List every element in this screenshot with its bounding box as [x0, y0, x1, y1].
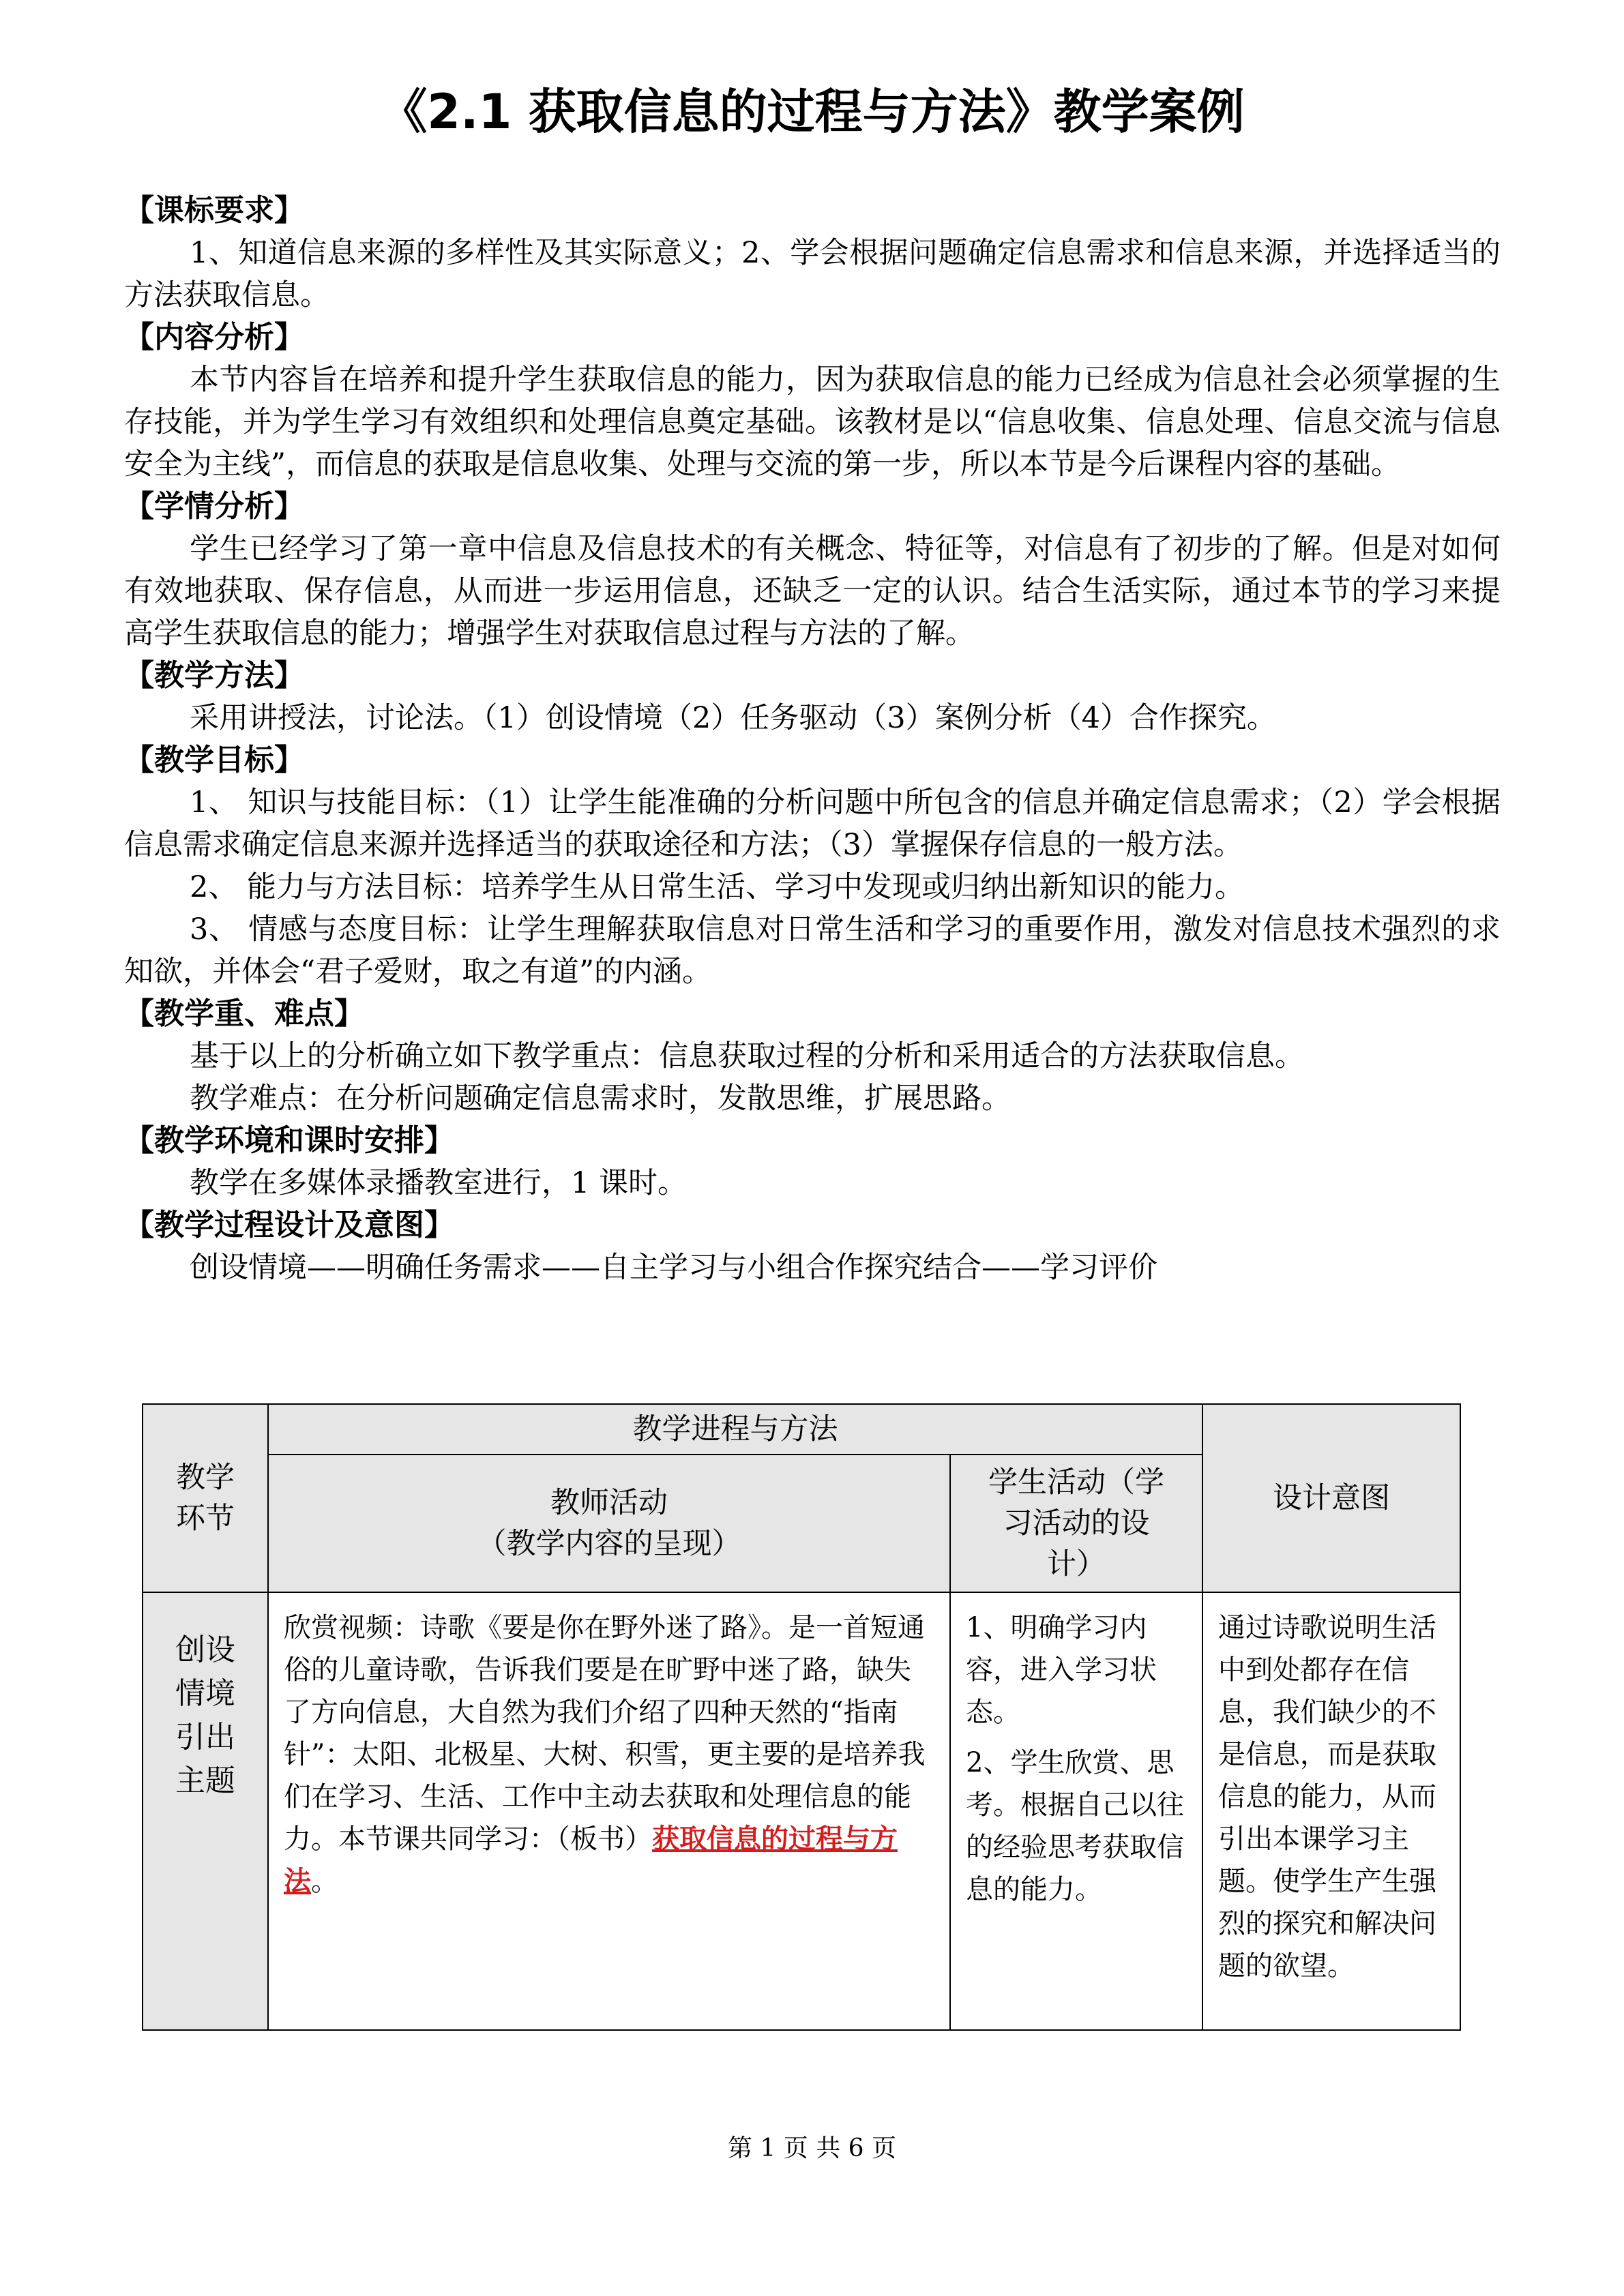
paragraph-difficulty: 教学难点：在分析问题确定信息需求时，发散思维，扩展思路。: [190, 1082, 1011, 1116]
header-stage: [143, 1404, 268, 1592]
paragraph-curriculum: 1、知道信息来源的多样性及其实际意义；2、学会根据问题确定信息需求和信息来源，并选择适当的方法获取信息。: [124, 236, 1501, 312]
header-progress: 教学进程与方法: [268, 1404, 1202, 1455]
header-stage-line2: 环节: [176, 1502, 235, 1536]
paragraph-process-design: 创设情境——明确任务需求——自主学习与小组合作探究结合——学习评价: [190, 1251, 1157, 1285]
student-activity-1: 1、明确学习内容，进入学习状态。: [966, 1612, 1157, 1728]
student-activity-2: 2、学生欣赏、思考。根据自己以往的经验思考获取信息的能力。: [966, 1747, 1184, 1905]
stage-line2: 情境: [175, 1676, 235, 1711]
board-writing-highlight: 获取信息的过程与方法: [284, 1823, 898, 1897]
header-teacher-line2: （教学内容的呈现）: [477, 1527, 741, 1561]
stage-line1: 创设: [175, 1632, 235, 1667]
heading-teaching-goals: 【教学目标】: [124, 743, 304, 777]
document-title: 《2.1 获取信息的过程与方法》教学案例: [379, 84, 1245, 140]
header-teacher-activity: [268, 1455, 950, 1592]
heading-key-points: 【教学重、难点】: [124, 996, 364, 1031]
stage-cell: [143, 1592, 268, 2030]
heading-student-analysis: 【学情分析】: [124, 489, 304, 524]
header-teacher-line1: 教师活动: [550, 1486, 668, 1520]
teacher-activity-cell: [268, 1592, 950, 2030]
page-footer: 第 1 页 共 6 页: [727, 2134, 897, 2162]
paragraph-content-analysis: 本节内容旨在培养和提升学生获取信息的能力，因为获取信息的能力已经成为信息社会必须掌握的生存技能，并为学生学习有效组织和处理信息奠定基础。该教材是以“信息收集、信息处理、信息交流与信息安全为主线”，而信息的获取是信息收集、处理与交流的第一步，所以本节是今后课程内容的基础。: [124, 363, 1501, 481]
teacher-activity-end: 。: [311, 1866, 338, 1897]
heading-teaching-methods: 【教学方法】: [124, 658, 304, 693]
header-student-line2: 习活动的设: [1003, 1506, 1150, 1540]
header-stage-line1: 教学: [176, 1461, 235, 1495]
heading-process-design: 【教学过程设计及意图】: [124, 1208, 454, 1242]
paragraph-key-point: 基于以上的分析确立如下教学重点：信息获取过程的分析和采用适合的方法获取信息。: [190, 1039, 1304, 1073]
table-row: [143, 1592, 1460, 2030]
paragraph-goal-knowledge: 1、 知识与技能目标：（1）让学生能准确的分析问题中所包含的信息并确定信息需求；（2）学会根据信息需求确定信息来源并选择适当的获取途径和方法；（3）掌握保存信息的一般方法。: [124, 786, 1501, 862]
heading-curriculum: 【课标要求】: [124, 193, 304, 228]
paragraph-student-analysis: 学生已经学习了第一章中信息及信息技术的有关概念、特征等，对信息有了初步的了解。但是对如何有效地获取、保存信息，从而进一步运用信息，还缺乏一定的认识。结合生活实际，通过本节的学习来提高学生获取信息的能力；增强学生对获取信息过程与方法的了解。: [124, 532, 1501, 651]
paragraph-teaching-methods: 采用讲授法，讨论法。（1）创设情境（2）任务驱动（3）案例分析（4）合作探究。: [190, 701, 1276, 735]
header-student-activity: [950, 1455, 1202, 1592]
paragraph-goal-ability: 2、 能力与方法目标：培养学生从日常生活、学习中发现或归纳出新知识的能力。: [190, 870, 1245, 904]
header-design-intent: 设计意图: [1202, 1404, 1460, 1592]
document-body: [124, 190, 1501, 1289]
lesson-plan-table: [142, 1403, 1461, 2031]
stage-line4: 主题: [175, 1763, 235, 1798]
header-student-line1: 学生活动（学: [988, 1465, 1164, 1500]
header-student-line3: 计）: [1047, 1547, 1106, 1581]
heading-environment: 【教学环境和课时安排】: [124, 1123, 454, 1158]
heading-content-analysis: 【内容分析】: [124, 320, 304, 355]
student-activity-cell: [950, 1592, 1202, 2030]
stage-line3: 引出: [175, 1720, 235, 1755]
paragraph-goal-attitude: 3、 情感与态度目标：让学生理解获取信息对日常生活和学习的重要作用，激发对信息技术强烈的求知欲，并体会“君子爱财，取之有道”的内涵。: [124, 912, 1501, 989]
teacher-activity-text: 欣赏视频：诗歌《要是你在野外迷了路》。是一首短通俗的儿童诗歌，告诉我们要是在旷野中迷了路，缺失了方向信息，大自然为我们介绍了四种天然的“指南针”：太阳、北极星、大树、积雪，更主要的是培养我们在学习、生活、工作中主动去获取和处理信息的能力。本节课共同学习：（板书）: [284, 1612, 926, 1855]
paragraph-environment: 教学在多媒体录播教室进行，1 课时。: [190, 1166, 688, 1200]
design-intent-cell: 通过诗歌说明生活中到处都存在信息，我们缺少的不是信息，而是获取信息的能力，从而引出本课学习主题。使学生产生强烈的探究和解决问题的欲望。: [1202, 1592, 1460, 2030]
